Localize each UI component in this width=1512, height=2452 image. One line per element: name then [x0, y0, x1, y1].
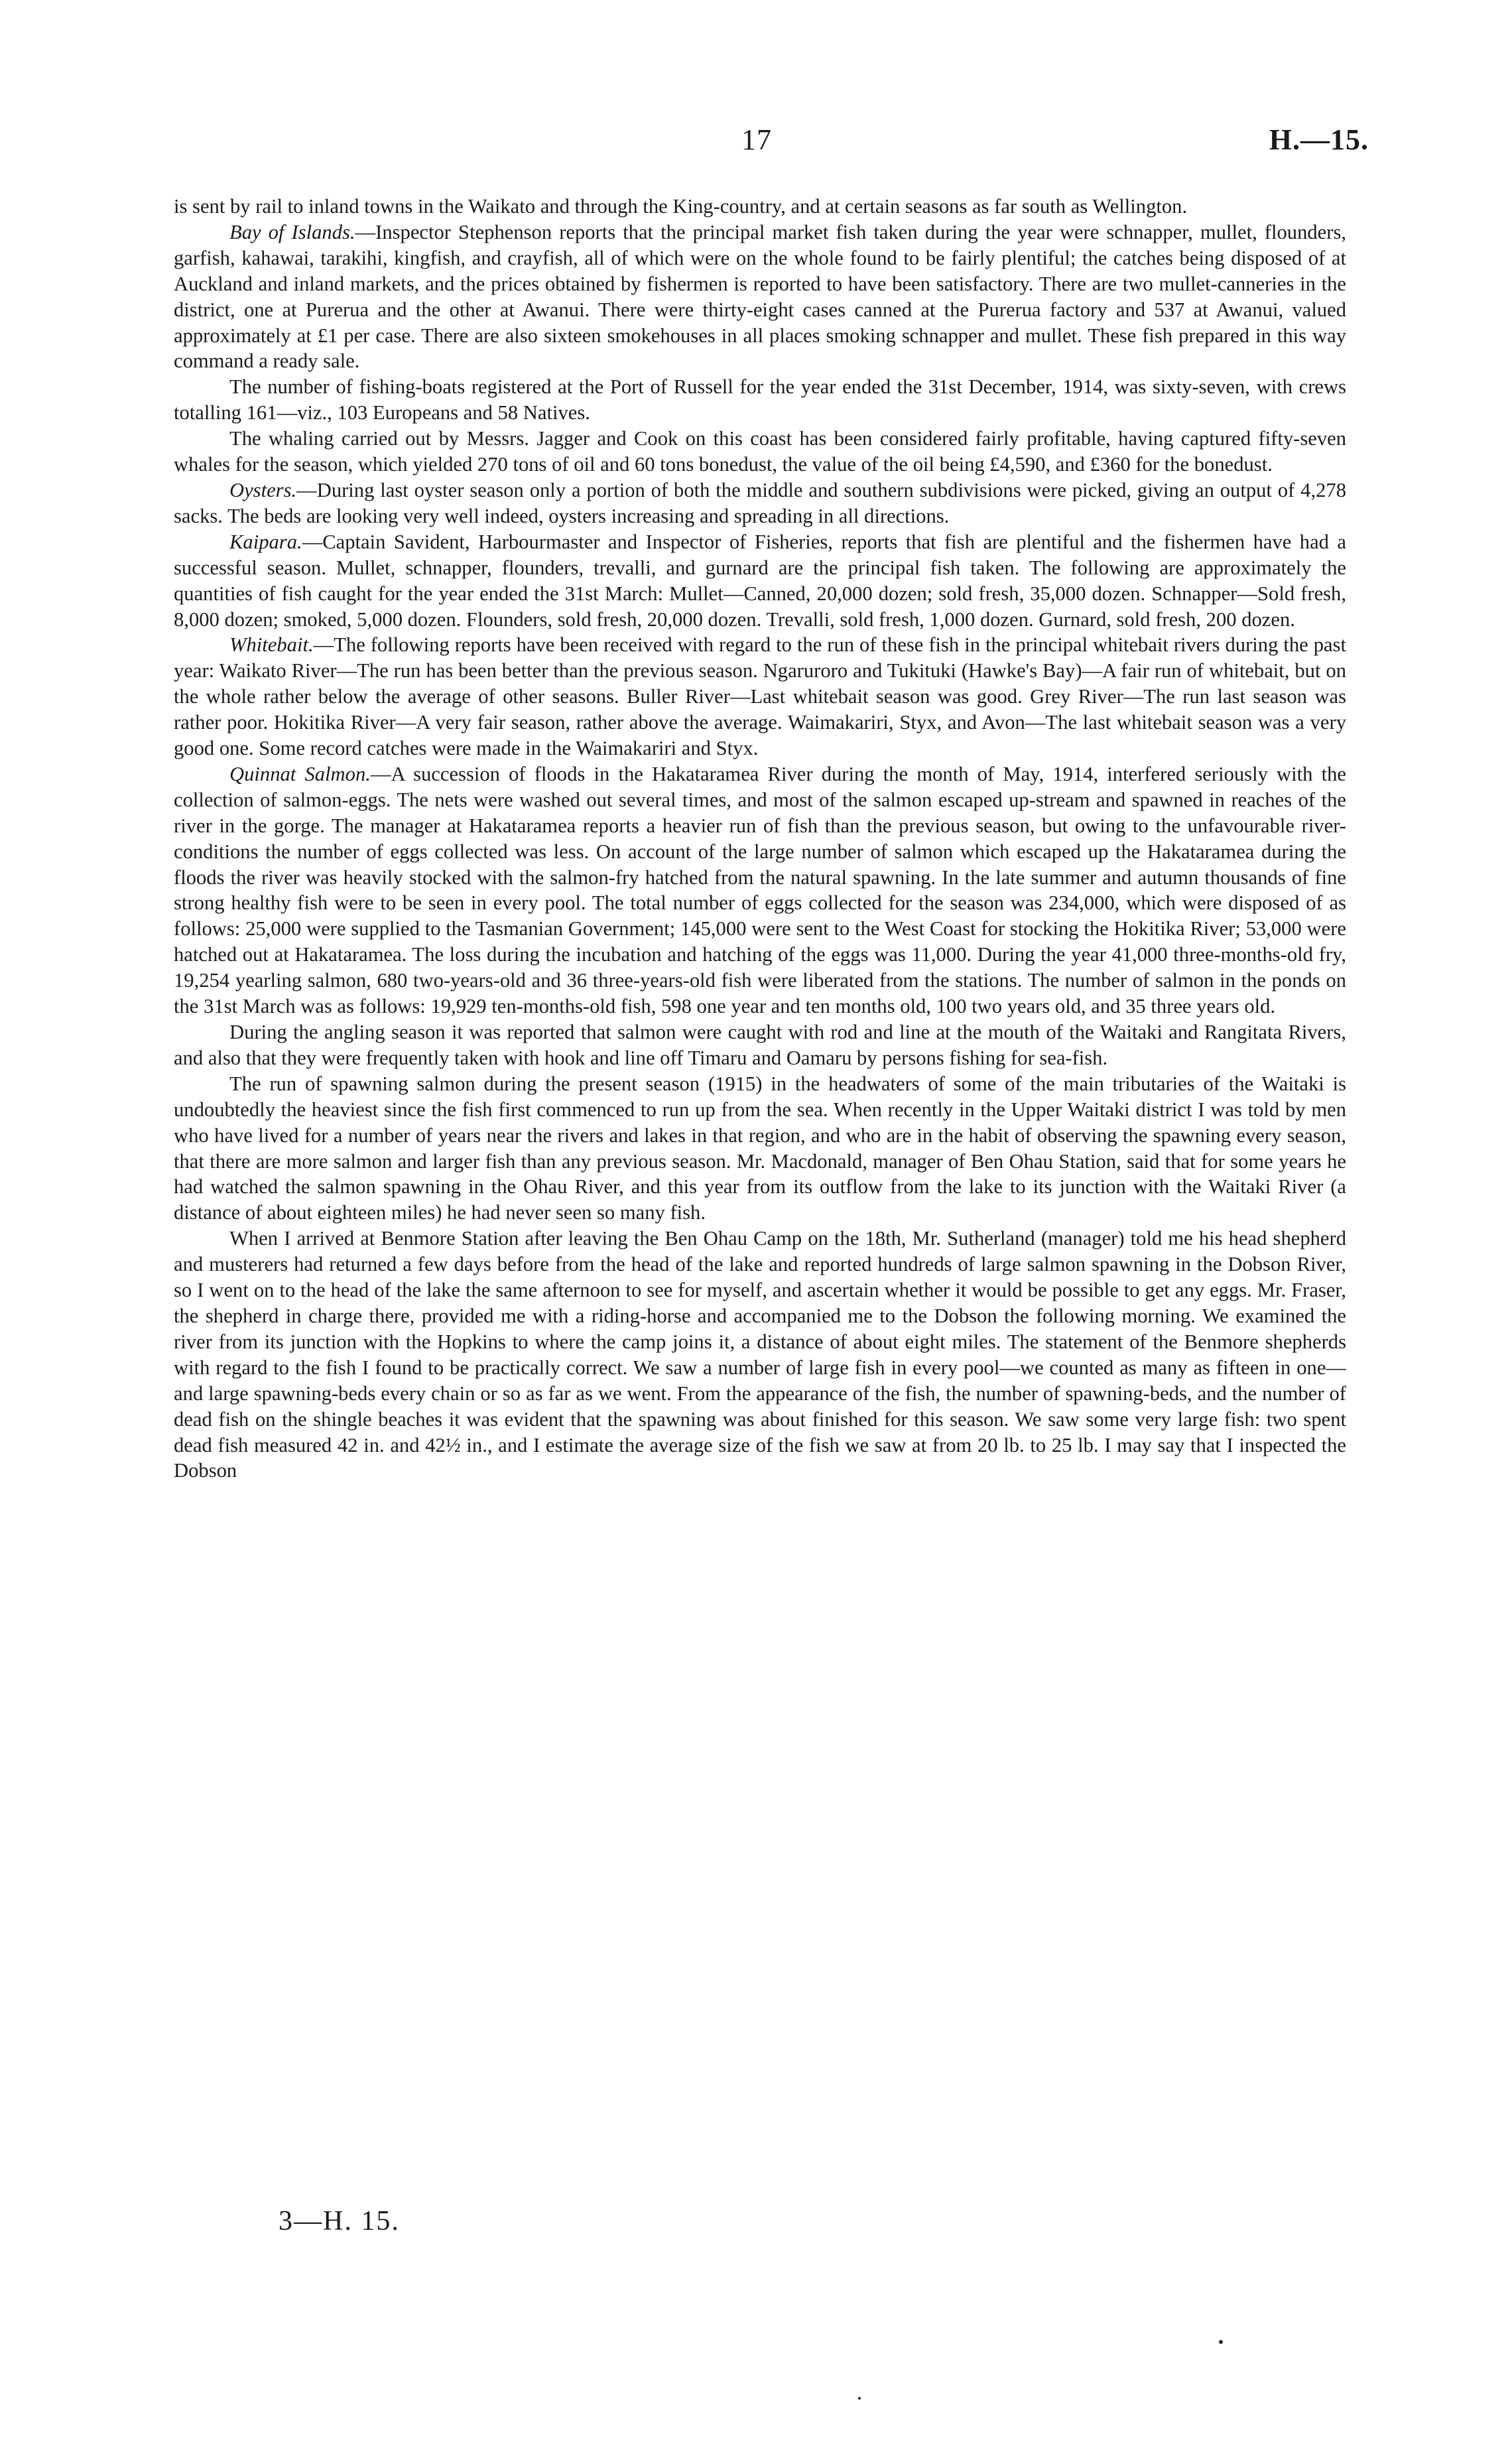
paragraph-oysters	[174, 478, 1346, 529]
paragraph-lead: Quinnat Salmon.	[229, 762, 371, 785]
paragraph-quinnat-salmon	[174, 761, 1346, 1019]
paragraph-text: is sent by rail to inland towns in the Waikato and through the King-country, and at certain seasons as far south as Wellington.	[174, 195, 1188, 218]
paragraph-text: When I arrived at Benmore Station after leaving the Ben Ohau Camp on the 18th, Mr. Sutherland (manager) told me his head shepherd and musterers had returned a few days before from the head of the lake and reported hundreds of large salmon spawning in the Dobson River, so I went on to the head of the lake the same afternoon to see for myself, and ascertain whether it would be possible to get any eggs. Mr. Fraser, the shepherd in charge there, provided me with a riding-horse and accompanied me to the Dobson the following morning. We examined the river from its junction with the Hopkins to where the camp joins it, a distance of about eight miles. The statement of the Benmore shepherds with regard to the fish I found to be practically correct. We saw a number of large fish in every pool—we counted as many as fifteen in one—and large spawning-beds every chain or so as far as we went. From the appearance of the fish, the number of spawning-beds, and the number of dead fish on the shingle beaches it was evident that the spawning was about finished for this season. We saw some very large fish: two spent dead fish measured 42 in. and 42½ in., and I estimate the average size of the fish we saw at from 20 lb. to 25 lb. I may say that I inspected the Dobson	[174, 1227, 1346, 1482]
paragraph-lead: Kaipara.	[229, 530, 302, 553]
signature-mark: 3—H. 15.	[279, 2206, 400, 2236]
paragraph-text: The number of fishing-boats registered at the Port of Russell for the year ended the 31st December, 1914, was sixty-seven, with crews totalling 161—viz., 103 Europeans and 58 Natives.	[174, 375, 1346, 424]
paragraph-text: The whaling carried out by Messrs. Jagger and Cook on this coast has been considered fairly profitable, having captured fifty-seven whales for the season, which yielded 270 tons of oil and 60 tons bonedust, the value of the oil being £4,590, and £360 for the bonedust.	[174, 427, 1346, 476]
page-number: 17	[741, 123, 772, 156]
paragraph-text: —During last oyster season only a portion of both the middle and southern subdivisions were picked, giving an output of 4,278 sacks. The beds are looking very well indeed, oysters increasing and spreading in all directions.	[174, 478, 1346, 527]
paragraph	[174, 1071, 1346, 1226]
paragraph-lead: Bay of Islands.	[229, 220, 355, 243]
paragraph-bay-of-islands	[174, 220, 1346, 374]
paragraph	[174, 1226, 1346, 1484]
page-header	[0, 123, 1512, 162]
paragraph-lead: Oysters.	[229, 478, 297, 501]
paragraph	[174, 426, 1346, 478]
paragraph-text: —Inspector Stephenson reports that the principal market fish taken during the year were schnapper, mullet, flounders, garfish, kahawai, tarakihi, kingfish, and crayfish, all of which were on the whole found to be fairly plentiful; the catches being disposed of at Auckland and inland markets, and the prices obtained by fishermen is reported to have been satisfactory. There are two mullet-canneries in the district, one at Purerua and the other at Awanui. There were thirty-eight cases canned at the Purerua factory and 537 at Awanui, valued approximately at £1 per case. There are also sixteen smokehouses in all places smoking schnapper and mullet. These fish prepared in this way command a ready sale.	[174, 220, 1347, 373]
paragraph-text: —Captain Savident, Harbourmaster and Inspector of Fisheries, reports that fish are plentiful and the fishermen have had a successful season. Mullet, schnapper, flounders, trevalli, and gurnard are the principal fish taken. The following are approximately the quantities of fish caught for the year ended the 31st March: Mullet—Canned, 20,000 dozen; sold fresh, 35,000 dozen. Schnapper—Sold fresh, 8,000 dozen; smoked, 5,000 dozen. Flounders, sold fresh, 20,000 dozen. Trevalli, sold fresh, 1,000 dozen. Gurnard, sold fresh, 200 dozen.	[174, 530, 1346, 631]
print-speck	[1219, 2340, 1223, 2344]
paragraph-text: —The following reports have been received with regard to the run of these fish in the principal whitebait rivers during the past year: Waikato River—The run has been better than the previous season. Ngaruroro and Tukituki (Hawke's Bay)—A fair run of whitebait, but on the whole rather below the average of other seasons. Buller River—Last whitebait season was good. Grey River—The run last season was rather poor. Hokitika River—A very fair season, rather above the average. Waimakariri, Styx, and Avon—The last whitebait season was a very good one. Some record catches were made in the Waimakariri and Styx.	[174, 633, 1346, 760]
paragraph	[174, 1019, 1346, 1071]
paragraph-lead: Whitebait.	[229, 633, 314, 657]
paragraph-text: —A succession of floods in the Hakataramea River during the month of May, 1914, interfered seriously with the collection of salmon-eggs. The nets were washed out several times, and most of the salmon escaped up-stream and spawned in reaches of the river in the gorge. The manager at Hakataramea reports a heavier run of fish than the previous season, but owing to the unfavourable river-conditions the number of eggs collected was less. On account of the large number of salmon which escaped up the Hakataramea during the floods the river was heavily stocked with the salmon-fry hatched from the natural spawning. In the late summer and autumn thousands of fine strong healthy fish were to be seen in every pool. The total number of eggs collected for the season was 234,000, which were disposed of as follows: 25,000 were supplied to the Tasmanian Government; 145,000 were sent to the West Coast for stocking the Hokitika River; 53,000 were hatched out at Hakataramea. The loss during the incubation and hatching of the eggs was 11,000. During the year 41,000 three-months-old fry, 19,254 yearling salmon, 680 two-years-old and 36 three-years-old fish were liberated from the stations. The number of salmon in the ponds on the 31st March was as follows: 19,929 ten-months-old fish, 598 one year and ten months old, 100 two years old, and 35 three years old.	[174, 762, 1346, 1018]
paragraph-kaipara	[174, 529, 1346, 633]
paragraph	[174, 194, 1346, 220]
paragraph-text: During the angling season it was reported that salmon were caught with rod and line at the mouth of the Waitaki and Rangitata Rivers, and also that they were frequently taken with hook and line off Timaru and Oamaru by persons fishing for sea-fish.	[174, 1021, 1346, 1069]
paragraph-whitebait	[174, 632, 1346, 761]
paragraph-text: The run of spawning salmon during the present season (1915) in the headwaters of some of the main tributaries of the Waitaki is undoubtedly the heaviest since the fish first commenced to run up from the sea. When recently in the Upper Waitaki district I was told by men who have lived for a number of years near the rivers and lakes in that region, and who are in the habit of observing the spawning every season, that there are more salmon and larger fish than any previous season. Mr. Macdonald, manager of Ben Ohau Station, said that for some years he had watched the salmon spawning in the Ohau River, and this year from its outflow from the lake to its junction with the Waitaki River (a distance of about eighteen miles) he had never seen so many fish.	[174, 1072, 1346, 1224]
document-code: H.—15.	[1269, 123, 1369, 156]
print-speck	[858, 2397, 861, 2400]
paragraph	[174, 374, 1346, 426]
body-text	[174, 194, 1346, 1484]
